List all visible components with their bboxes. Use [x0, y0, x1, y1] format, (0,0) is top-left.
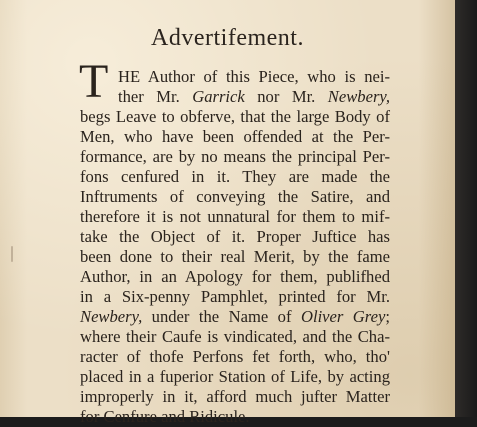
text-line-10: been done to their real Merit, by the fame [80, 247, 390, 266]
text-line-15: racter of thofe Perfons fet forth, who, tho' [80, 347, 390, 366]
text-line-1: HE Author of this Piece, who is nei- [118, 67, 390, 86]
text-line-2: ther Mr. Garrick nor Mr. Newbery, [118, 87, 391, 106]
name-garrick: Garrick [192, 87, 245, 106]
text-line-17: improperly in it, afford much jufter Matter [80, 387, 390, 406]
text-line-11: Author, in an Apology for them, publifhed [80, 267, 390, 286]
drop-cap-letter: T [79, 55, 109, 108]
text-line-4: Men, who have been offended at the Per- [80, 127, 390, 146]
name-newbery: Newbery, [327, 87, 391, 106]
text-line-14: where their Caufe is vindicated, and the Cha- [80, 327, 390, 346]
page-heading: Advertifement. [151, 25, 304, 51]
name-newbery: Newbery, [80, 307, 143, 326]
text-line-3: begs Leave to obferve, that the large Body of [80, 107, 390, 126]
text-line-12: in a Six-penny Pamphlet, printed for Mr. [80, 287, 390, 306]
text-line-18: for Cenfure and Ridicule. [80, 407, 250, 426]
name-oliver-grey: Oliver Grey [300, 307, 386, 326]
margin-mark [11, 246, 13, 262]
text-line-16: placed in a fuperior Station of Life, by acting [80, 367, 390, 386]
text-line-5: formance, are by no means the principal Per- [80, 147, 390, 166]
text-line-7: Inftruments of conveying the Satire, and [80, 187, 390, 206]
text-line-13: Newbery, under the Name of Oliver Grey; [80, 307, 390, 326]
text-line-8: therefore it is not unnatural for them to mif- [80, 207, 390, 226]
text-line-6: fons cenfured in it. They are made the [80, 167, 390, 186]
text-line-9: take the Object of it. Proper Juftice has [80, 227, 390, 246]
scan-edge [455, 0, 477, 417]
